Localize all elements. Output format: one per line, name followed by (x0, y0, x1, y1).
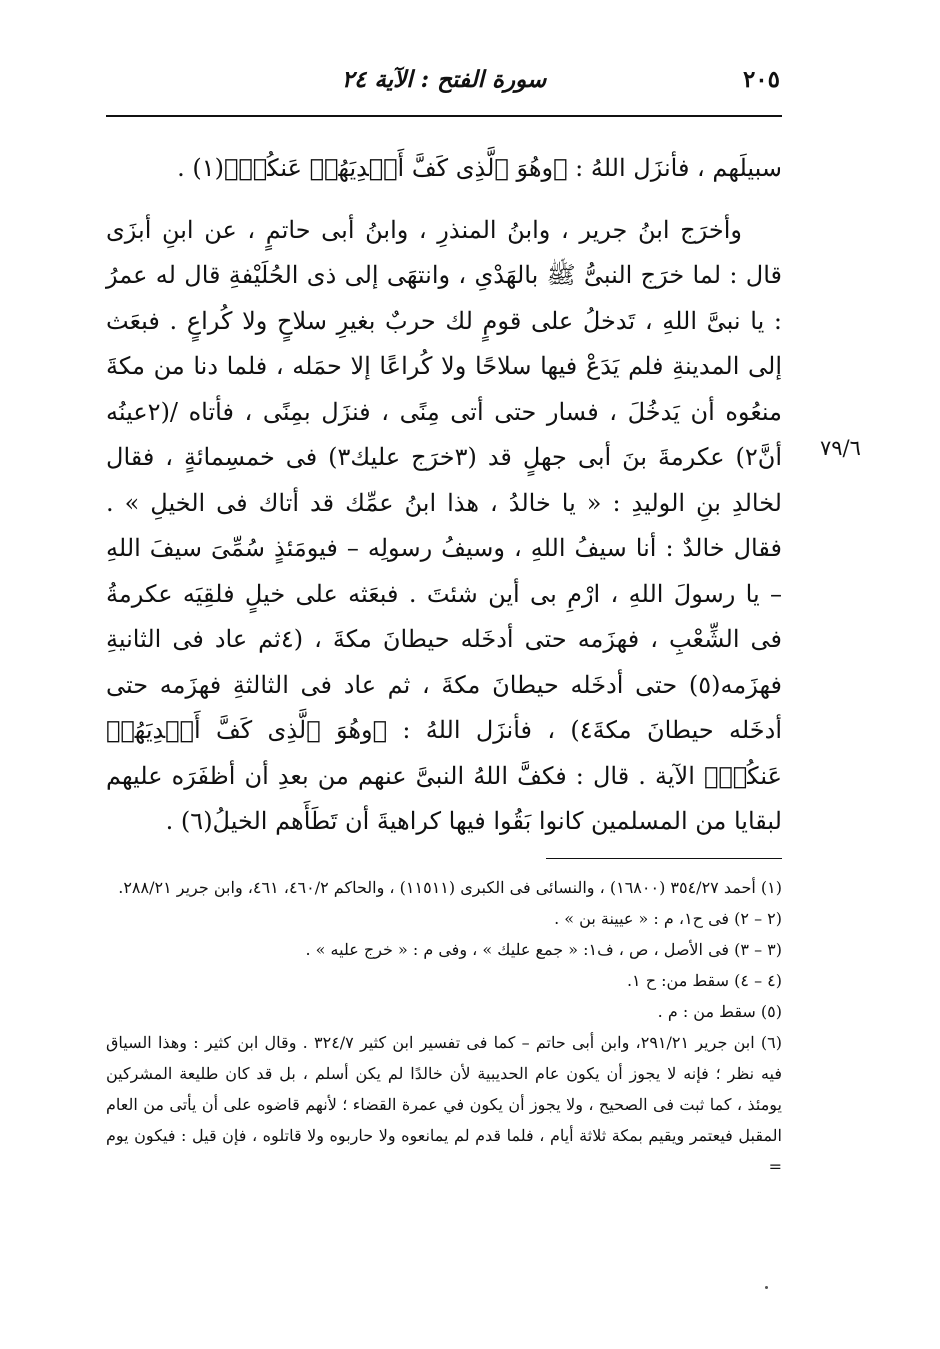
header-rule (106, 115, 782, 117)
page-number: ٢٠٥ (742, 66, 780, 93)
footnote-2: (٢ – ٢) فى ح١، م : « عيينة بن » . (554, 909, 782, 928)
main-text (106, 146, 782, 845)
page-speck (765, 1286, 768, 1289)
footnote-3: (٣ – ٣) فى الأصل ، ص ، ف١: « جمع عليك » ، وفى م : « خرج عليه » . (305, 940, 782, 959)
footnote-rule (546, 858, 782, 859)
footnote-4: (٤ – ٤) سقط من: ح ١. (626, 971, 782, 990)
margin-reference: ٧٩/٦ (820, 436, 861, 460)
footnote-1: (١) أحمد ٣٥٤/٢٧ (١٦٨٠٠) ، والنسائى فى الكبرى (١١٥١١) ، والحاكم ٤٦٠/٢، ٤٦١، وابن جرير ٢٨٨/٢١. (118, 878, 782, 897)
footnotes (106, 872, 782, 1182)
paragraph-2: وأخرَج ابنُ جرير ، وابنُ المنذرِ ، وابنُ أبى حاتمٍ ، عن ابنِ أبزَى قال : لما خرَج النبىُّ ﷺ بالهَدْىِ ، وانتهَى إلى ذى الحُلَيْفةِ قال له عمرُ : يا نبىَّ اللهِ ، تَدخلُ على قومٍ لك حربٌ بغيرِ سلاحٍ ولا كُراعٍ . فبعَث إلى المدينةِ فلم يَدَعْ فيها سلاحًا ولا كُراعًا إلا حمَله ، فلما دنا من مكةَ منعُوه أن يَدخُلَ ، فسار حتى أتى مِنًى ، فنزَل بمِنًى ، فأتاه /(٢عينُه أنَّ٢) عكرمةَ بنَ أبى جهلٍ قد (٣خرَج عليك٣) فى خمسِمائةٍ ، فقال لخالدِ بنِ الوليدِ : « يا خالدُ ، هذا ابنُ عمِّك قد أتاك فى الخيلِ » . فقال خالدٌ : أنا سيفُ اللهِ ، وسيفُ رسولِه – فيومَئذٍ سُمِّىَ سيفَ اللهِ – يا رسولَ اللهِ ، ارْمِ بى أين شئتَ . فبعَثه على خيلٍ فلقِيَه عكرمةُ فى الشِّعْبِ ، فهزَمه حتى أدخَله حيطانَ مكةَ ، (٤ثم عاد فى الثانيةِ فهزَمه(٥) حتى أدخَله حيطانَ مكةَ ، ثم عاد فى الثالثةِ فهزَمه حتى أدخَله حيطانَ مكةَ٤) ، فأنزَل اللهُ : ﴿وهُوَ ٱلَّذِى كَفَّ أَيۡدِيَهُمۡ عَنكُمۡ﴾ الآية . قال : فكفَّ اللهُ النبىَّ عنهم من بعدِ أن أظفَرَه عليهم لبقايا من المسلمين كانوا بَقُوا فيها كراهيةَ أن تَطَأَهم الخيلُ(٦) . (106, 215, 783, 835)
paragraph-1: سبيلَهم ، فأنزَل اللهُ : ﴿وهُوَ ٱلَّذِى كَفَّ أَيۡدِيَهُمۡ عَنكُمۡ﴾(١) . (177, 154, 782, 182)
running-title: سورة الفتح : الآية ٢٤ (341, 66, 547, 93)
footnote-5: (٥) سقط من : م . (657, 1002, 782, 1021)
footnote-6: (٦) ابن جرير ٢٩١/٢١، وابن أبى حاتم – كما فى تفسير ابن كثير ٣٢٤/٧ . وقال ابن كثير : وهذا السياق فيه نظر ؛ فإنه لا يجوز أن يكون عام الحديبية لأن خالدًا لم يكن أسلم ، بل قد كان طليعة المشركين يومئذ ، كما ثبت فى الصحيح ، ولا يجوز أن يكون في عمرة القضاء ؛ لأنهم قاضوه على أن يأتى من العام المقبل فيعتمر ويقيم بمكة ثلاثة أيام ، فلما قدم لم يمانعوه ولا حاربوه ولا قاتلوه ، فإن قيل : فيكون يوم = (106, 1033, 783, 1176)
page-header (108, 62, 780, 106)
